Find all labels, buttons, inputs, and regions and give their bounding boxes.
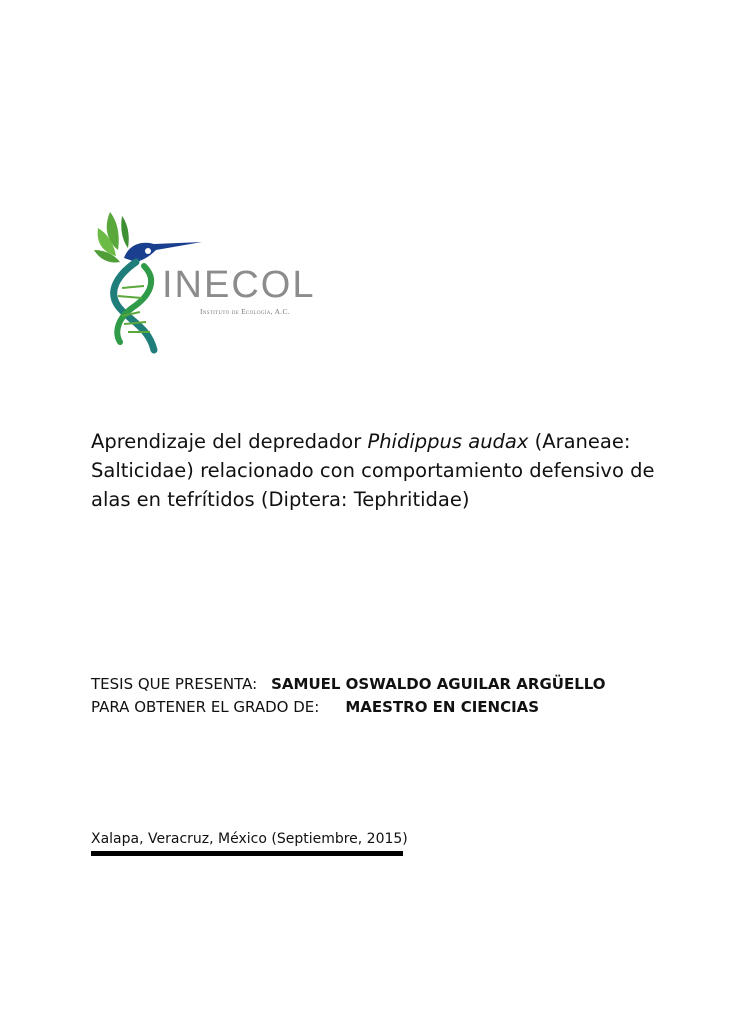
degree-label: PARA OBTENER EL GRADO DE: [91,698,320,716]
logo-subtitle: Instituto de Ecología, A.C. [200,307,290,316]
degree-name: MAESTRO EN CIENCIAS [345,698,540,716]
presenter-label: TESIS QUE PRESENTA: [91,675,258,693]
title-part-2: (Araneae: Salticidae) relacionado con comportamiento defensivo de alas en tefrítidos (Diptera: Tephritidae) [91,430,655,511]
thesis-title [91,427,691,514]
degree-line [91,698,539,716]
title-species: Phidippus audax [367,430,529,453]
logo-wordmark: INECOL [162,264,316,306]
underline-rule [91,851,403,856]
title-part-1: Aprendizaje del depredador [91,430,368,453]
place-date: Xalapa, Veracruz, México (Septiembre, 2015) [91,831,408,847]
presenter-name: SAMUEL OSWALDO AGUILAR ARGÜELLO [271,675,606,693]
presenter-line [91,675,606,693]
